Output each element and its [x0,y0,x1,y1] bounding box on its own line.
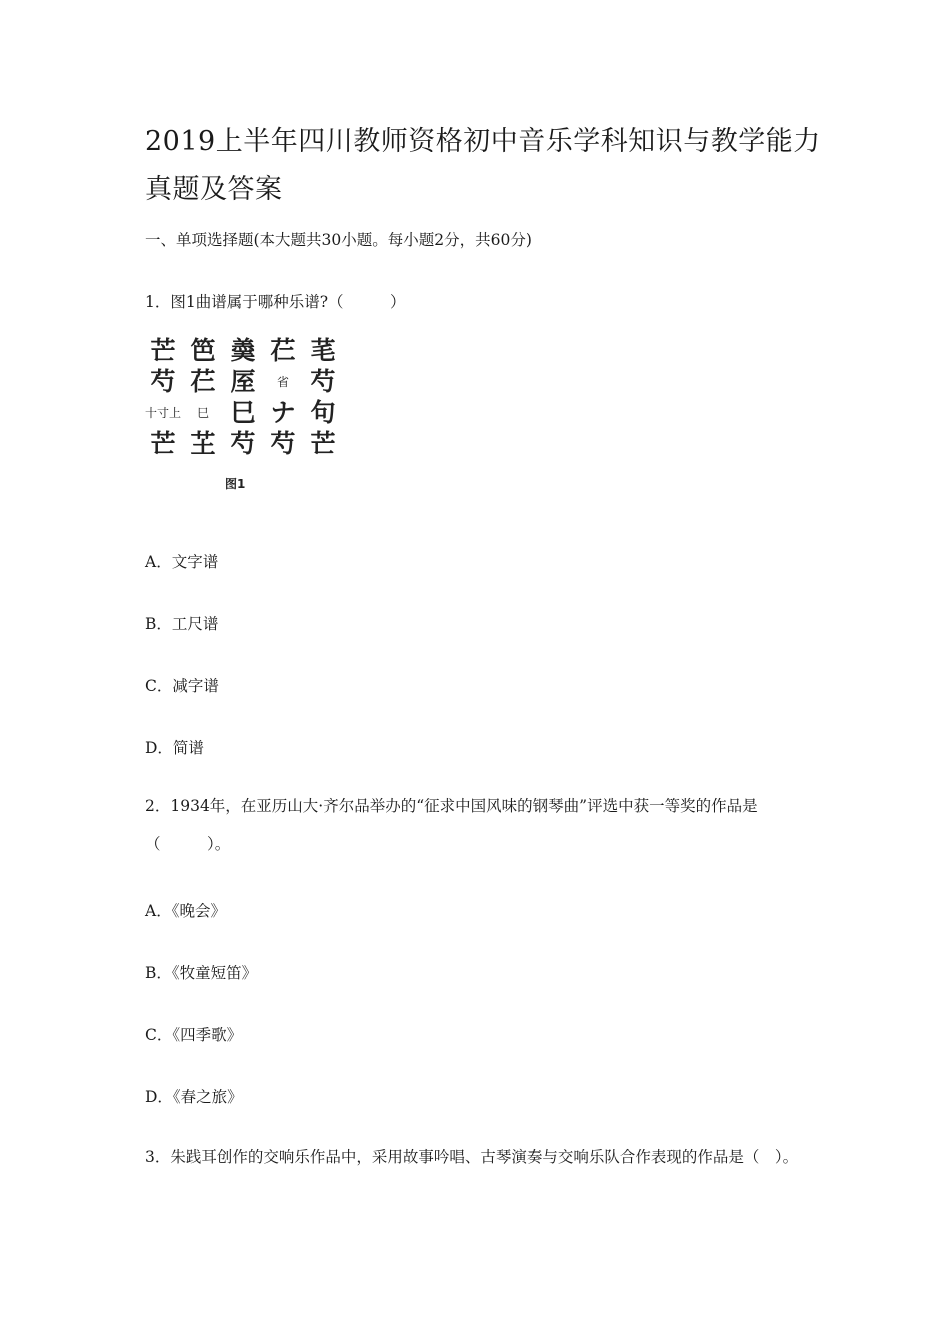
score-glyph: 巳 [230,398,256,427]
document-title: 2019上半年四川教师资格初中音乐学科知识与教学能力真题及答案 [145,126,821,205]
question-2-option-c: C．《四季歌》 [145,1026,243,1044]
score-glyph: 芒 [310,429,336,458]
score-glyph: 芍 [230,429,256,458]
question-1-option-b: B．工尺谱 [145,615,219,633]
figure-caption: 图1 [225,477,246,491]
score-glyph: 厔 [230,367,256,396]
score-glyph: 十寸上 [144,405,181,420]
question-2-option-b: B．《牧童短笛》 [145,964,258,982]
score-glyph: 省 [276,374,289,389]
question-1-stem: 1．图1曲谱属于哪种乐谱?（ ） [145,293,406,311]
score-glyph-grid [143,335,343,459]
question-2-option-a: A．《晚会》 [145,902,226,920]
question-2-option-d: D．《春之旅》 [145,1088,243,1106]
score-glyph: 羮 [230,336,256,365]
score-glyph: 芼 [310,336,336,365]
score-glyph: 芍 [270,429,296,458]
question-3-stem: 3．朱践耳创作的交响乐作品中，采用故事吟唱、古琴演奏与交响乐队合作表现的作品是（ ）。 [145,1148,799,1166]
section-heading: 一、单项选择题(本大题共30小题。每小题2分，共60分) [145,231,532,249]
score-glyph: 巳 [196,405,209,420]
question-1-option-c: C．减字谱 [145,677,219,695]
score-glyph: 芒 [150,429,176,458]
question-1-option-d: D．简谱 [145,739,204,757]
score-glyph: 芍 [310,367,336,396]
score-glyph: 芍 [150,367,176,396]
score-glyph: ナ [270,398,296,427]
question-1-option-a: A．文字谱 [145,553,219,571]
question-2-stem: 2．1934年，在亚历山大·齐尔品举办的“征求中国风味的钢琴曲”评选中获一等奖的作品是（ ）。 [145,797,758,853]
figure-1-score-image [143,335,343,495]
score-glyph: 芢 [270,336,296,365]
score-glyph: 芒 [150,336,176,365]
score-glyph: 芏 [190,429,216,458]
score-glyph: 芢 [190,367,216,396]
score-glyph: 笆 [190,336,216,365]
score-glyph: 句 [310,398,336,427]
